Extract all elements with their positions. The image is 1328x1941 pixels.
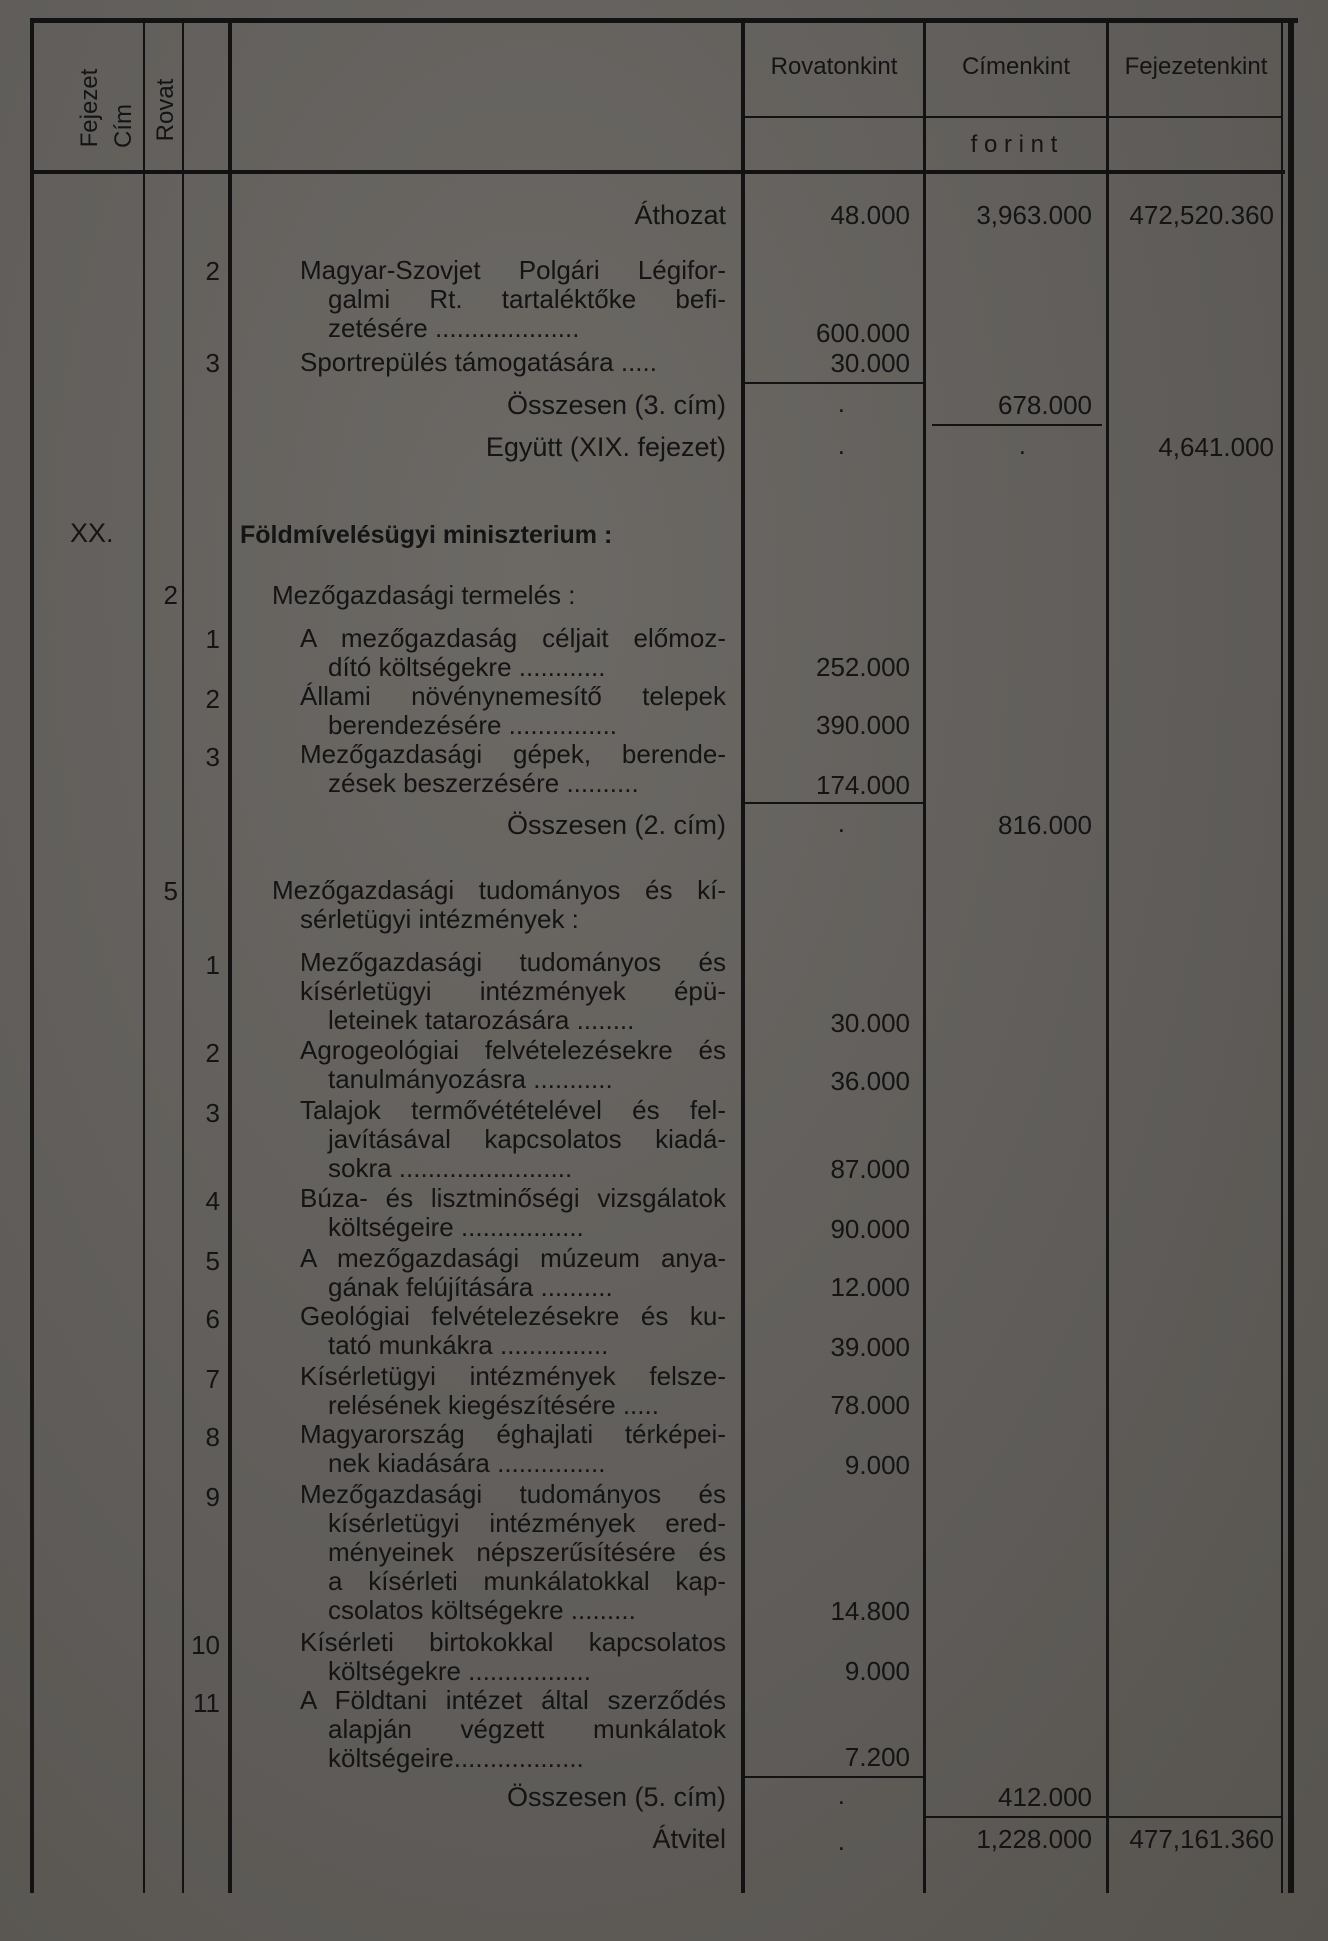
header-rovatonkint: Rovatonkint: [770, 53, 898, 80]
desc-line: Geológiai felvételezésekre és ku-: [300, 1301, 726, 1331]
desc-line: ményeinek népszerűsítésére és: [328, 1537, 726, 1567]
row-amount: 90.000: [830, 1214, 910, 1244]
row-description: [300, 1362, 726, 1420]
header-cimenkint: Címenkint: [961, 53, 1071, 80]
rule-rovat: [182, 18, 184, 1893]
desc-line: kísérletügyi intézmények ered-: [328, 1508, 726, 1538]
desc-line: leteinek tatarozására ........: [328, 1005, 635, 1035]
total-cim5-label: Összesen (5. cím): [506, 1782, 726, 1812]
desc-line: költségekre .................: [328, 1656, 591, 1686]
row-amount: 30.000: [830, 348, 910, 378]
placeholder-dot: .: [837, 1826, 845, 1856]
carry-in-rovat: 48.000: [830, 200, 910, 230]
row-amount: 87.000: [830, 1154, 910, 1184]
header-fejezetenkint: Fejezetenkint: [1124, 53, 1268, 80]
rovat-number: 3: [205, 1098, 220, 1128]
rule-fejezetenkint: [1106, 18, 1109, 1893]
header-bottom-rule: [30, 170, 1285, 174]
row-description: [300, 682, 726, 740]
rovat-number: 8: [205, 1422, 220, 1452]
row-description: [300, 348, 726, 377]
right-border-inner: [1281, 18, 1283, 1893]
total-cim5-value: 412.000: [998, 1782, 1092, 1812]
row-description: [300, 1302, 726, 1360]
rovat-number: 1: [205, 950, 220, 980]
desc-line: A mezőgazdaság céljait előmoz-: [300, 623, 726, 653]
header-fejezet: Fejezet: [76, 68, 103, 148]
rule-cim: [143, 18, 145, 1893]
desc-line: Kísérleti birtokokkal kapcsolatos: [300, 1627, 726, 1657]
rovat-number: 3: [205, 742, 220, 772]
row-description: [300, 1686, 726, 1773]
desc-line: zések beszerzésére ..........: [328, 768, 639, 798]
desc-line: Talajok termővétételével és fel-: [300, 1095, 726, 1125]
row-description: [300, 1036, 726, 1094]
placeholder-dot: .: [837, 1780, 845, 1810]
header-rovat: Rovat: [152, 78, 179, 142]
rovat-number: 2: [205, 1038, 220, 1068]
desc-line: nek kiadására ...............: [328, 1448, 606, 1478]
row-amount: 252.000: [816, 652, 910, 682]
desc-line: kísérletügyi intézmények épü-: [300, 976, 726, 1006]
row-amount: 7.200: [844, 1742, 910, 1772]
row-amount: 9.000: [844, 1450, 910, 1480]
cim-number: 2: [163, 580, 178, 610]
total-xix-label: Együtt (XIX. fejezet): [485, 432, 726, 462]
total-rule: [932, 424, 1102, 426]
left-border: [30, 18, 34, 1893]
row-description: [300, 948, 726, 1035]
row-amount: 174.000: [816, 770, 910, 800]
subtotal-rule: [745, 802, 923, 804]
desc-line: tanulmányozásra ...........: [328, 1064, 613, 1094]
rule-cimenkint: [923, 18, 926, 1893]
total-cim2-label: Összesen (2. cím): [506, 810, 726, 840]
rovat-number: 4: [205, 1186, 220, 1216]
desc-line: Magyar-Szovjet Polgári Légifor-: [300, 255, 726, 285]
desc-line: alapján végzett munkálatok: [328, 1714, 726, 1744]
desc-line: dító költségekre ............: [328, 652, 606, 682]
header-unit: f o r i n t: [970, 131, 1058, 158]
placeholder-dot: .: [837, 430, 845, 460]
desc-line: költségeire .................: [328, 1212, 584, 1242]
row-amount: 9.000: [844, 1656, 910, 1686]
rovat-number: 1: [205, 624, 220, 654]
desc-line: Mezőgazdasági tudományos és: [300, 947, 726, 977]
rovat-number: 3: [205, 348, 220, 378]
carry-in-label: Áthozat: [634, 200, 726, 230]
row-amount: 14.800: [830, 1596, 910, 1626]
row-description: [300, 1244, 726, 1302]
rovat-number: 2: [205, 256, 220, 286]
rovat-number: 9: [205, 1482, 220, 1512]
rovat-number: 10: [191, 1630, 220, 1660]
rovat-number: 5: [205, 1246, 220, 1276]
section-title: Mezőgazdasági termelés :: [272, 580, 576, 610]
header-cim: Cím: [110, 104, 137, 148]
desc-line: relésének kiegészítésére .....: [328, 1390, 659, 1420]
carry-in-cim: 3,963.000: [976, 200, 1092, 230]
row-amount: 30.000: [830, 1008, 910, 1038]
desc-line: Mezőgazdasági gépek, berende-: [300, 739, 726, 769]
desc-line: Sportrepülés támogatására .....: [300, 347, 657, 377]
rovat-number: 6: [205, 1304, 220, 1334]
total-rule: [926, 1816, 1106, 1818]
desc-line: Magyarország éghajlati térképei-: [300, 1419, 726, 1449]
rule-desc: [228, 18, 232, 1893]
row-amount: 39.000: [830, 1332, 910, 1362]
row-amount: 390.000: [816, 710, 910, 740]
total-cim3-value: 678.000: [998, 390, 1092, 420]
row-amount: 600.000: [816, 318, 910, 348]
row-amount: 12.000: [830, 1272, 910, 1302]
desc-line: tató munkákra ...............: [328, 1330, 609, 1360]
desc-line: zetésére ....................: [328, 313, 580, 343]
rovat-number: 7: [205, 1364, 220, 1394]
desc-line: A mezőgazdasági múzeum anya-: [300, 1243, 726, 1273]
desc-line: Búza- és lisztminőségi vizsgálatok: [300, 1183, 726, 1213]
desc-line: A Földtani intézet által szerződés: [300, 1685, 726, 1715]
desc-line: javításával kapcsolatos kiadá-: [328, 1124, 726, 1154]
section-title-line: Mezőgazdasági tudományos és kí-: [272, 875, 726, 905]
desc-line: gának felújítására ..........: [328, 1272, 613, 1302]
desc-line: költségeire..................: [328, 1743, 584, 1773]
carry-out-fejezet: 477,161.360: [1129, 1824, 1274, 1854]
right-border: [1288, 18, 1294, 1893]
row-description: [300, 1096, 726, 1183]
rovat-number: 11: [193, 1688, 220, 1718]
row-description: [300, 256, 726, 343]
row-description: [300, 624, 726, 682]
carry-out-label: Átvitel: [652, 1824, 726, 1854]
desc-line: Kísérletügyi intézmények felsze-: [300, 1361, 726, 1391]
cim-number: 5: [163, 876, 178, 906]
total-xix-value: 4,641.000: [1158, 432, 1274, 462]
row-description: [300, 1420, 726, 1478]
row-description: [300, 740, 726, 798]
total-cim2-value: 816.000: [998, 810, 1092, 840]
desc-line: sokra ........................: [328, 1153, 573, 1183]
section-title-line: sérletügyi intézmények :: [300, 904, 579, 934]
row-description: [300, 1628, 726, 1686]
chapter-number: XX.: [70, 518, 114, 548]
row-amount: 36.000: [830, 1066, 910, 1096]
subtotal-rule: [745, 1776, 923, 1778]
chapter-title: Földmívelésügyi miniszterium :: [240, 521, 613, 549]
desc-line: Mezőgazdasági tudományos és: [300, 1479, 726, 1509]
subtotal-rule: [745, 382, 923, 384]
total-cim3-label: Összesen (3. cím): [506, 390, 726, 420]
placeholder-dot: .: [837, 388, 845, 418]
header-unit-rule: [745, 116, 1283, 118]
carry-out-cim: 1,228.000: [976, 1824, 1092, 1854]
desc-line: Állami növénynemesítő telepek: [300, 681, 726, 711]
row-description: [300, 1480, 726, 1625]
desc-line: csolatos költségekre .........: [328, 1595, 636, 1625]
placeholder-dot: .: [1018, 430, 1026, 460]
placeholder-dot: .: [837, 808, 845, 838]
desc-line: berendezésére ...............: [328, 710, 618, 740]
total-rule: [1109, 1816, 1283, 1818]
rovat-number: 2: [205, 684, 220, 714]
desc-line: galmi Rt. tartaléktőke befi-: [328, 284, 726, 314]
row-description: [300, 1184, 726, 1242]
desc-line: a kísérleti munkálatokkal kap-: [328, 1566, 726, 1596]
carry-in-fejezet: 472,520.360: [1129, 200, 1274, 230]
desc-line: Agrogeológiai felvételezésekre és: [300, 1035, 726, 1065]
section-title: [272, 876, 726, 934]
row-amount: 78.000: [830, 1390, 910, 1420]
